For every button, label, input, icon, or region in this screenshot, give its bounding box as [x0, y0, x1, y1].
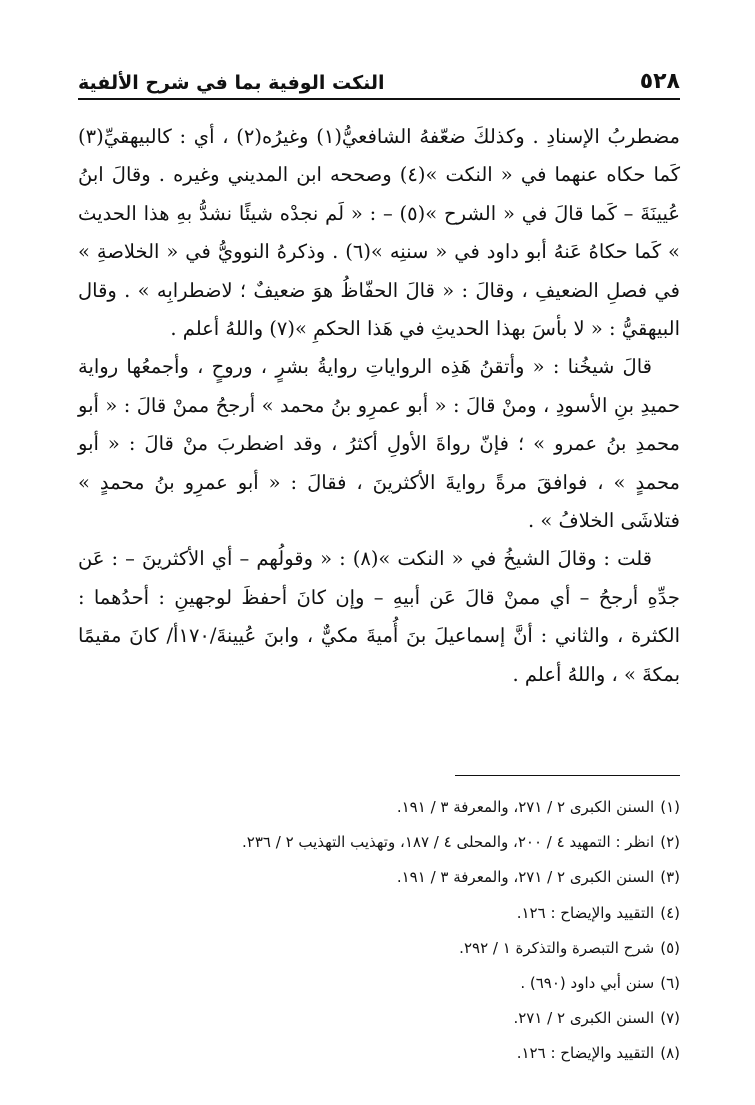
- running-title: النكت الوفية بما في شرح الألفية: [78, 72, 385, 94]
- paragraph: مضطربُ الإسنادِ . وكذلكَ ضعّفهُ الشافعيُّ(١) وغيرُه(٢) ، أي : كالبيهقيِّ(٣) كَما حكاه عنهما في « النكت »(٤) وصححه ابن المديني وغيره . وقالَ ابنُ عُيينَةَ – كَما قالَ في « الشرح »(٥) – : « لَم نجدْه شيئًا نشدُّ بهِ هذا الحديث » كَما حكاهُ عَنهُ أبو داود في « سننِه »(٦) . وذكرهُ النوويُّ في « الخلاصةِ » في فصلِ الضعيفِ ، وقالَ : « قالَ الحفّاظُ هوَ ضعيفٌ ؛ لاضطرابِه » . وقال البيهقيُّ : « لا بأسَ بهذا الحديثِ في هَذا الحكمِ »(٧) واللهُ أعلم .: [78, 125, 680, 341]
- footnote-text: التقييد والإيضاح : ١٢٦.: [516, 903, 655, 922]
- paragraph: قالَ شيخُنا : « وأتقنُ هَذِه الرواياتِ روايةُ بشرٍ ، وروحٍ ، وأجمعُها رواية حميدِ بنِ الأسودِ ، ومنْ قالَ : « أبو عمرِو بنُ محمد » أرجحُ ممنْ قالَ : « أبو محمدِ بنُ عمرو » ؛ فإنّ رواةَ الأولِ أكثرُ ، وقد اضطربَ منْ قالَ : « أبو محمدٍ » ، فوافقَ مرةً روايةَ الأكثرينَ ، فقالَ : « أبو عمرِو بنُ محمدٍ » فتلاشَى الخلافُ » .: [78, 355, 680, 533]
- footnote-text: السنن الكبرى ٢ / ٢٧١، والمعرفة ٣ / ١٩١.: [396, 868, 655, 887]
- footnote: [78, 860, 680, 895]
- footnote-number: (٦): [660, 974, 680, 993]
- paragraph: قلت : وقالَ الشيخُ في « النكت »(٨) : « وقولُهم – أي الأكثرينَ – : عَن جدِّهِ أرجحُ – أي ممنْ قالَ عَن أبيهِ – وإن كانَ أحفظَ لوجهينِ : أحدُهما : الكثرة ، والثاني : أنَّ إسماعيلَ بنَ أُميةَ مكيٌّ ، وابنَ عُيينةَ/١٧٠أ/ كانَ مقيمًا بمكةَ » ، واللهُ أعلم .: [78, 547, 681, 686]
- footnotes: [78, 790, 680, 1072]
- footnote: [78, 790, 680, 825]
- footnote: [78, 1036, 680, 1071]
- footnote-text: السنن الكبرى ٢ / ٢٧١، والمعرفة ٣ / ١٩١.: [396, 798, 655, 816]
- footnote: [78, 966, 680, 1001]
- footnote-text: شرح التبصرة والتذكرة ١ / ٢٩٢.: [459, 938, 655, 957]
- page-number: ٥٢٨: [639, 69, 680, 94]
- footnote-text: انظر : التمهيد ٤ / ٢٠٠، والمحلى ٤ / ١٨٧، وتهذيب التهذيب ٢ / ٢٣٦.: [242, 833, 655, 852]
- footnote-text: سنن أبي داود (٦٩٠) .: [520, 974, 655, 993]
- page-header: [78, 58, 680, 94]
- footnote-number: (٢): [660, 833, 680, 852]
- header-divider: [78, 98, 680, 100]
- footnote-text: السنن الكبرى ٢ / ٢٧١.: [513, 1009, 655, 1028]
- footnote-number: (٥): [660, 938, 680, 957]
- footnote-number: (٣): [660, 868, 680, 887]
- footnote-number: (٨): [660, 1044, 680, 1063]
- footnote: [78, 931, 680, 966]
- footnote-divider: [455, 775, 680, 776]
- footnote: [78, 896, 680, 931]
- footnote-number: (١): [660, 798, 680, 816]
- footnote-number: (٤): [660, 903, 680, 922]
- footnote-text: التقييد والإيضاح : ١٢٦.: [516, 1044, 655, 1063]
- footnote-number: (٧): [660, 1009, 680, 1028]
- main-text: [78, 118, 680, 694]
- footnote: [78, 1001, 680, 1036]
- footnote: [78, 825, 680, 860]
